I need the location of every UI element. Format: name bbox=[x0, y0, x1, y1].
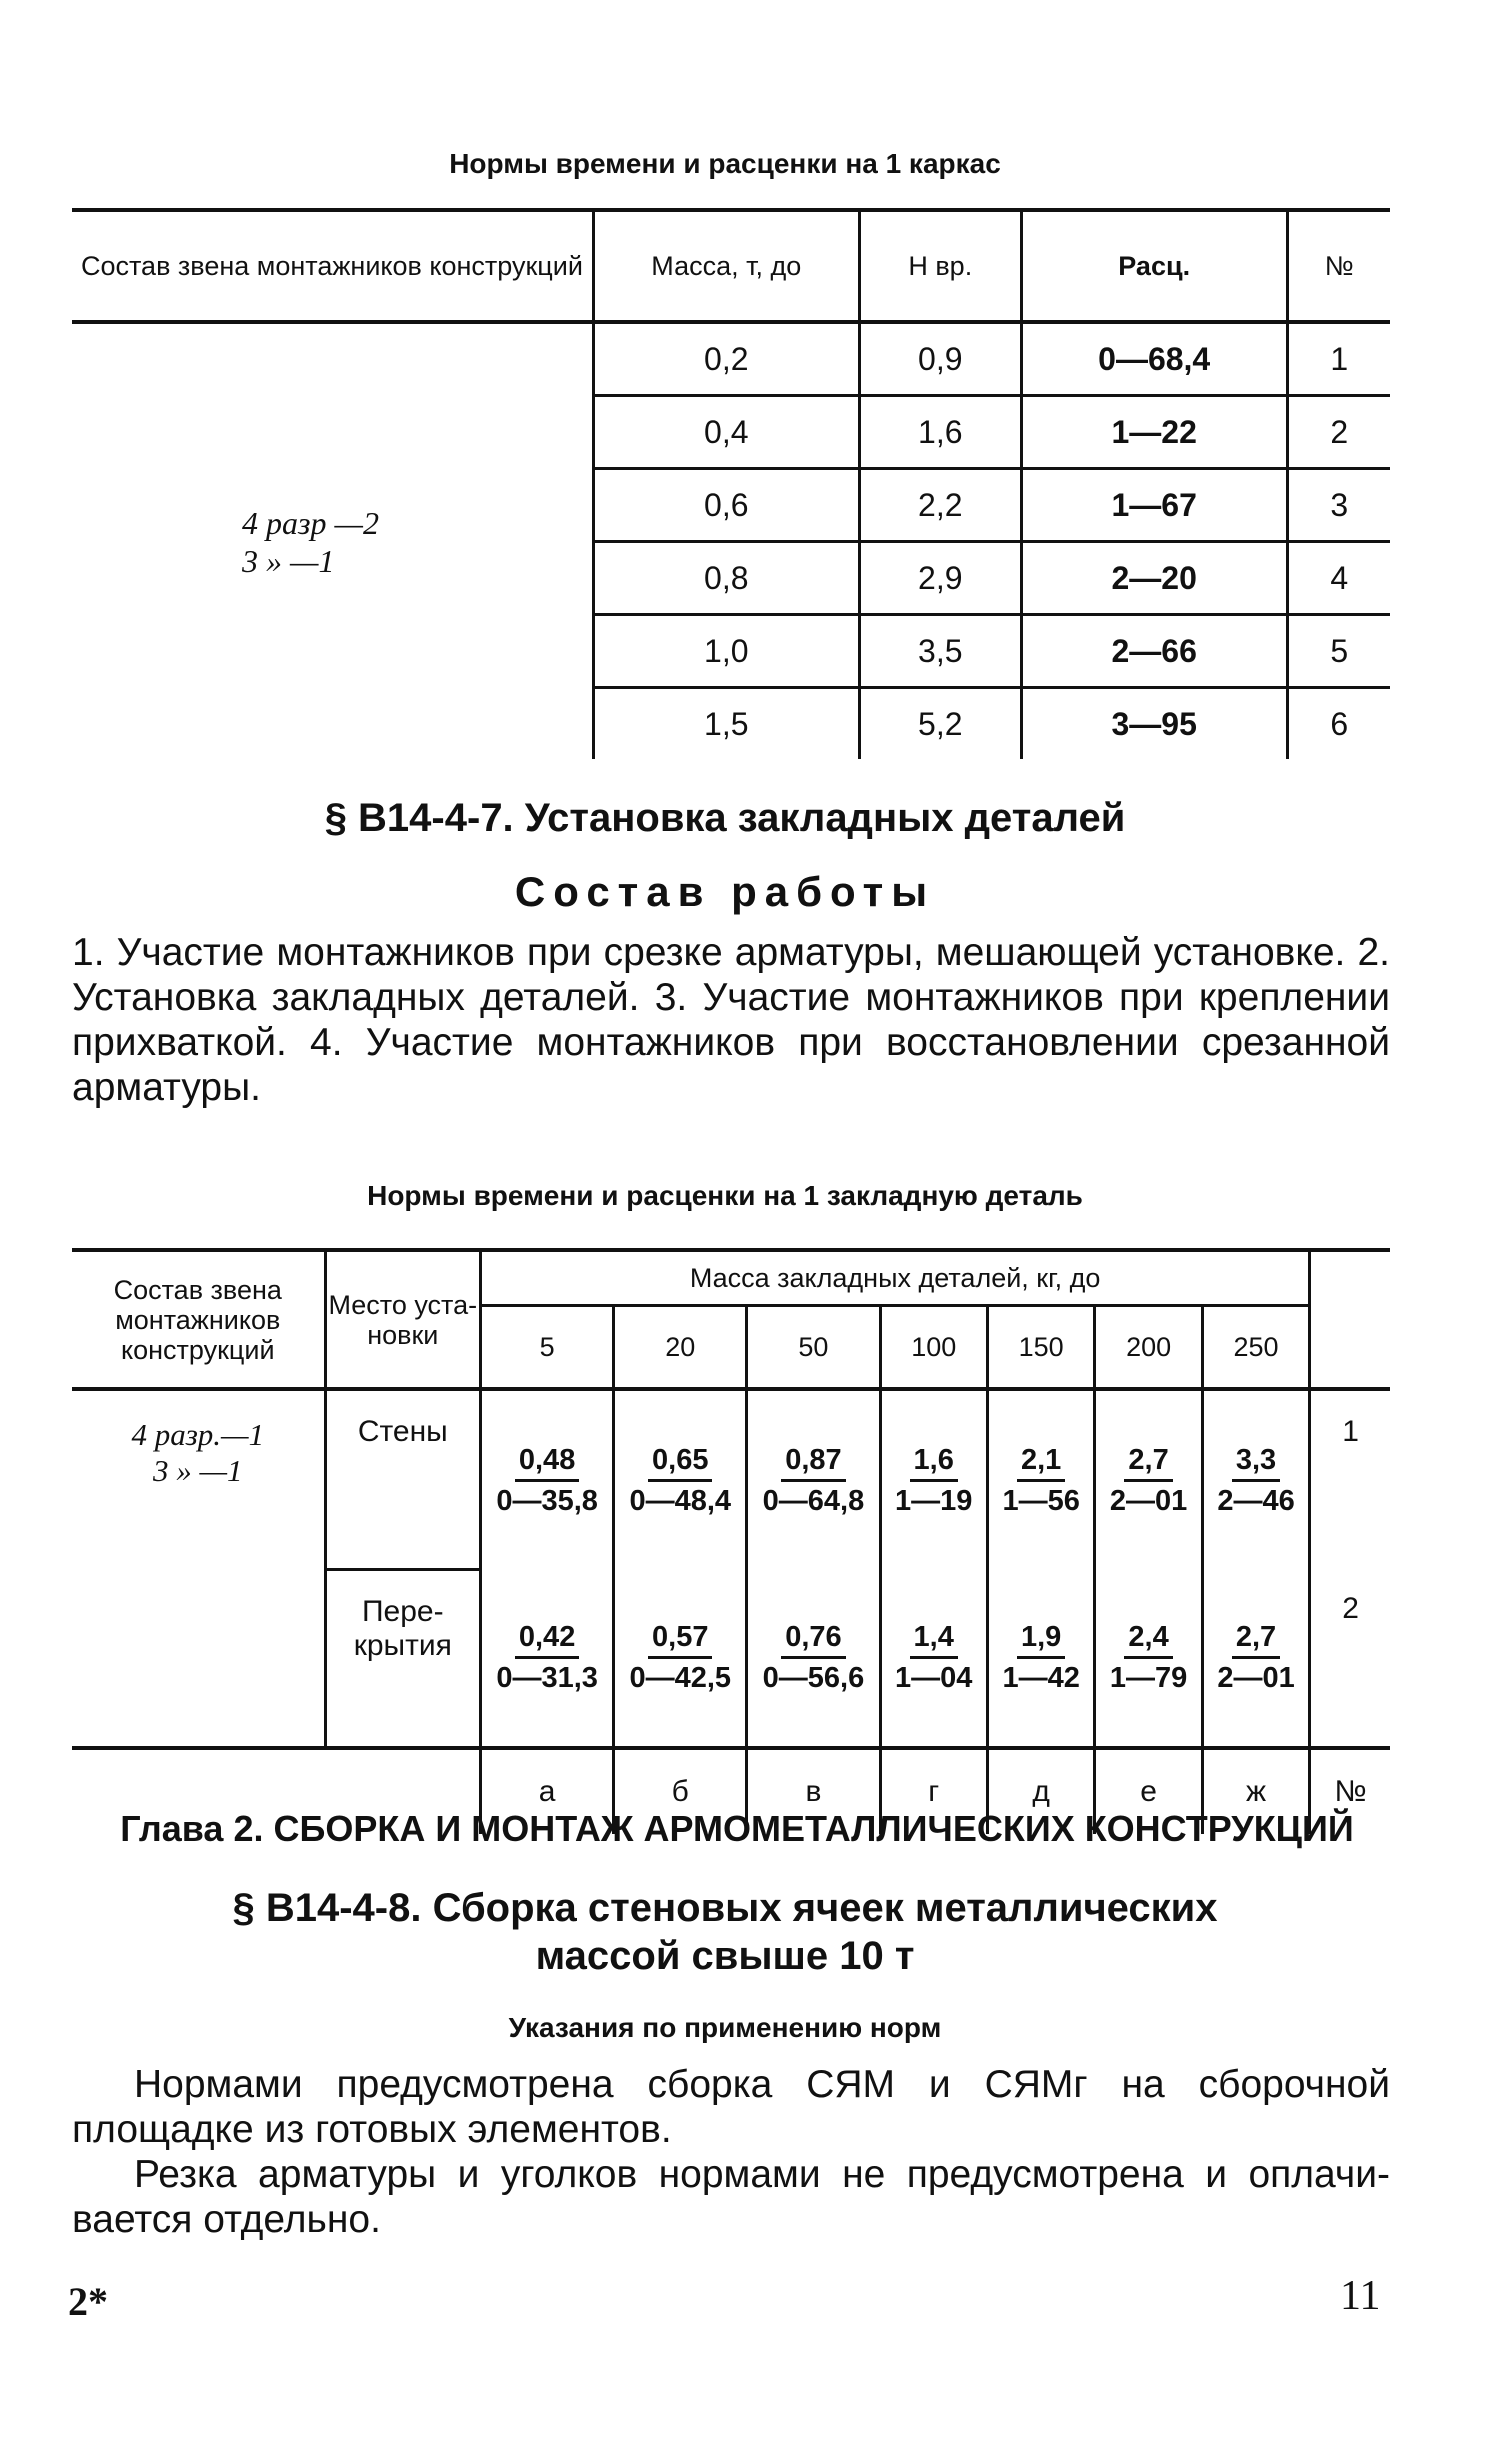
table1-col-mass: Масса, т, до bbox=[593, 210, 859, 322]
letter-cell: б bbox=[614, 1748, 747, 1834]
rate-cell: 2—66 bbox=[1021, 615, 1287, 688]
section7-text: 1. Участие монтажников при срезке арматуры, мешающей установке. 2. Установка закладных деталей. 3. Участие монтажников при креплении прихваткой. 4. Участие монтажников при восстановлении срезанной арматуры. bbox=[72, 931, 1390, 1109]
mass-col-header: 200 bbox=[1095, 1306, 1202, 1390]
table2-mass-header: Масса закладных деталей, кг, до bbox=[481, 1250, 1310, 1306]
value-cell bbox=[614, 1389, 747, 1570]
table2-col-no-empty bbox=[1310, 1250, 1390, 1389]
norm-value: 0,87 bbox=[781, 1441, 845, 1482]
no-cell: 1 bbox=[1310, 1389, 1390, 1570]
table2-title: Нормы времени и расценки на 1 закладную деталь bbox=[367, 1180, 1083, 1211]
mass-col-header: 150 bbox=[987, 1306, 1094, 1390]
value-cell bbox=[1202, 1570, 1309, 1749]
nvr-cell: 2,9 bbox=[859, 542, 1021, 615]
rate-cell: 3—95 bbox=[1021, 688, 1287, 760]
mass-col-header: 100 bbox=[880, 1306, 987, 1390]
norm-value: 3,3 bbox=[1232, 1441, 1280, 1482]
mass-cell: 1,0 bbox=[593, 615, 859, 688]
rate-value: 0—31,3 bbox=[496, 1662, 598, 1695]
place-cell: Перекрытия bbox=[325, 1570, 480, 1749]
page-number: 11 bbox=[1340, 2273, 1381, 2319]
table1-col-nvr: Н вр. bbox=[859, 210, 1021, 322]
norm-value: 1,9 bbox=[1017, 1618, 1065, 1659]
norm-value: 1,6 bbox=[910, 1441, 958, 1482]
mass-col-header: 50 bbox=[747, 1306, 880, 1390]
table1-col-rate: Расц. bbox=[1021, 210, 1287, 322]
norm-value: 2,7 bbox=[1232, 1618, 1280, 1659]
section7-title: § В14-4-7. Установка закладных деталей bbox=[324, 796, 1126, 840]
mass-cell: 0,2 bbox=[593, 322, 859, 396]
section8-title-line2: массой свыше 10 т bbox=[535, 1934, 915, 1978]
table2-header-row-1 bbox=[72, 1250, 1390, 1306]
nvr-cell: 3,5 bbox=[859, 615, 1021, 688]
rate-cell: 2—20 bbox=[1021, 542, 1287, 615]
rate-cell: 1—22 bbox=[1021, 396, 1287, 469]
section8-para1: Нормами предусмотрена сборка СЯМ и СЯМг на сборочной площадке из готовых элементов. bbox=[72, 2063, 1390, 2151]
letter-cell: г bbox=[880, 1748, 987, 1834]
value-cell bbox=[747, 1570, 880, 1749]
brigade-line: 3 » —1 bbox=[242, 542, 335, 579]
value-cell bbox=[1095, 1389, 1202, 1570]
letter-cell: е bbox=[1095, 1748, 1202, 1834]
brigade-line: 4 разр.—1 bbox=[131, 1417, 265, 1452]
table-row bbox=[72, 1389, 1390, 1570]
section8-title-line1: § В14-4-8. Сборка стеновых ячеек металлических bbox=[232, 1886, 1218, 1930]
value-cell bbox=[747, 1389, 880, 1570]
rate-cell: 0—68,4 bbox=[1021, 322, 1287, 396]
letter-cell: в bbox=[747, 1748, 880, 1834]
norm-value: 2,1 bbox=[1017, 1441, 1065, 1482]
nvr-cell: 2,2 bbox=[859, 469, 1021, 542]
chapter-heading: Глава 2. СБОРКА И МОНТАЖ АРМОМЕТАЛЛИЧЕСКИХ КОНСТРУКЦИЙ bbox=[120, 1808, 1354, 1849]
table2-col-place: Место установки bbox=[325, 1250, 480, 1389]
letter-cell: а bbox=[481, 1748, 614, 1834]
value-cell bbox=[987, 1389, 1094, 1570]
value-cell bbox=[481, 1389, 614, 1570]
mass-col-header: 250 bbox=[1202, 1306, 1309, 1390]
norm-value: 0,76 bbox=[781, 1618, 845, 1659]
table2-col-composition: Состав звена монтажников конструкций bbox=[72, 1250, 325, 1389]
rate-value: 1—19 bbox=[895, 1484, 973, 1517]
value-cell bbox=[1095, 1570, 1202, 1749]
mass-cell: 0,4 bbox=[593, 396, 859, 469]
table2 bbox=[72, 1248, 1390, 1834]
rate-value: 1—79 bbox=[1109, 1662, 1188, 1695]
table-row bbox=[72, 322, 1390, 396]
rate-value: 0—42,5 bbox=[629, 1662, 732, 1695]
no-cell: 5 bbox=[1287, 615, 1390, 688]
rate-cell: 1—67 bbox=[1021, 469, 1287, 542]
rate-value: 1—42 bbox=[1002, 1662, 1080, 1695]
section8-subtitle: Указания по применению норм bbox=[508, 2012, 942, 2043]
value-cell bbox=[1202, 1389, 1309, 1570]
norm-value: 1,4 bbox=[910, 1618, 958, 1659]
table1 bbox=[72, 208, 1390, 759]
section7-subtitle: Состав работы bbox=[514, 868, 936, 915]
norm-value: 0,42 bbox=[515, 1618, 579, 1659]
norm-value: 0,48 bbox=[515, 1441, 579, 1482]
table1-brigade bbox=[72, 322, 593, 759]
nvr-cell: 1,6 bbox=[859, 396, 1021, 469]
rate-value: 1—04 bbox=[895, 1662, 973, 1695]
no-cell: 2 bbox=[1287, 396, 1390, 469]
norm-value: 2,7 bbox=[1124, 1441, 1172, 1482]
value-cell bbox=[614, 1570, 747, 1749]
rate-value: 0—35,8 bbox=[496, 1484, 598, 1517]
section8-para2: Резка арматуры и уголков нормами не предусмотрена и оплачивается отдельно. bbox=[72, 2153, 1390, 2241]
mass-col-header: 20 bbox=[614, 1306, 747, 1390]
rate-value: 2—46 bbox=[1217, 1484, 1295, 1517]
norm-value: 0,57 bbox=[648, 1618, 712, 1659]
table2-brigade bbox=[72, 1389, 325, 1748]
table1-col-composition: Состав звена монтажников конструкций bbox=[72, 210, 593, 322]
nvr-cell: 0,9 bbox=[859, 322, 1021, 396]
norm-value: 2,4 bbox=[1124, 1618, 1172, 1659]
rate-value: 0—64,8 bbox=[762, 1484, 865, 1517]
letter-cell: ж bbox=[1202, 1748, 1309, 1834]
norm-value: 0,65 bbox=[648, 1441, 712, 1482]
value-cell bbox=[880, 1389, 987, 1570]
rate-value: 1—56 bbox=[1002, 1484, 1080, 1517]
mass-cell: 0,6 bbox=[593, 469, 859, 542]
nvr-cell: 5,2 bbox=[859, 688, 1021, 760]
mass-cell: 1,5 bbox=[593, 688, 859, 760]
footer-signature: 2* bbox=[68, 2279, 108, 2324]
rate-value: 2—01 bbox=[1217, 1662, 1295, 1695]
rate-value: 0—48,4 bbox=[629, 1484, 732, 1517]
value-cell bbox=[987, 1570, 1094, 1749]
value-cell bbox=[880, 1570, 987, 1749]
rate-value: 0—56,6 bbox=[762, 1662, 865, 1695]
table1-col-no: № bbox=[1287, 210, 1390, 322]
no-cell: 3 bbox=[1287, 469, 1390, 542]
brigade-line: 3 » —1 bbox=[152, 1453, 243, 1488]
letter-cell: д bbox=[987, 1748, 1094, 1834]
no-label-cell: № bbox=[1310, 1748, 1390, 1834]
table1-title: Нормы времени и расценки на 1 каркас bbox=[449, 148, 1001, 179]
rate-value: 2—01 bbox=[1109, 1484, 1188, 1517]
mass-cell: 0,8 bbox=[593, 542, 859, 615]
no-cell: 2 bbox=[1310, 1570, 1390, 1749]
table1-header-row bbox=[72, 210, 1390, 322]
no-cell: 1 bbox=[1287, 322, 1390, 396]
no-cell: 6 bbox=[1287, 688, 1390, 760]
place-cell: Стены bbox=[325, 1389, 480, 1570]
value-cell bbox=[481, 1570, 614, 1749]
mass-col-header: 5 bbox=[481, 1306, 614, 1390]
brigade-line: 4 разр —2 bbox=[242, 504, 379, 541]
no-cell: 4 bbox=[1287, 542, 1390, 615]
